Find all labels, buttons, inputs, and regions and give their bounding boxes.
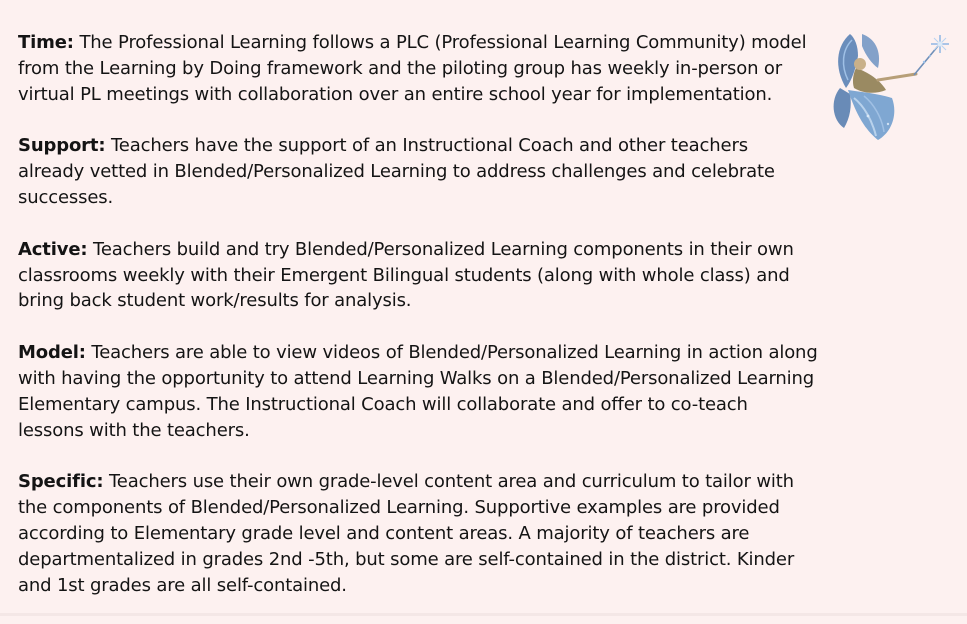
paragraph-text: Teachers build and try Blended/Personalized Learning components in their own classrooms weekly with their Emergent Bilingual students (along with whole class) and bring back student work/results for analysis. [18, 238, 794, 312]
paragraph-support [18, 133, 818, 210]
paragraph-label: Model: [18, 342, 86, 364]
paragraph-label: Active: [18, 238, 88, 260]
paragraph-label: Time: [18, 32, 74, 53]
paragraph-label: Support: [18, 135, 106, 157]
paragraph-text: Teachers use their own grade-level content area and curriculum to tailor with the components of Blended/Personalized Learning. Supportive examples are provided according to Elementary grade level and content areas. A majority of teachers are departmentalized in grades 2nd -5th, but some are self-contained in the district. Kinder and 1st grades are all self-contained. [18, 471, 795, 596]
paragraph-active [18, 237, 818, 314]
paragraph-text: Teachers are able to view videos of Blended/Personalized Learning in action along with having the opportunity to attend Learning Walks on a Blended/Personalized Learning Elementary campus. The Instructional Coach will collaborate and offer to co-teach lessons with the teachers. [18, 342, 818, 441]
paragraph-model [18, 340, 818, 443]
fairy-with-wand-icon [828, 28, 958, 148]
paragraph-text: Teachers have the support of an Instructional Coach and other teachers already vetted in Blended/Personalized Learning to address challenges and celebrate successes. [18, 135, 775, 208]
document-body [18, 30, 818, 624]
paragraph-time [18, 30, 818, 107]
paragraph-label: Specific: [18, 471, 104, 493]
paragraph-specific [18, 469, 818, 598]
paragraph-text: The Professional Learning follows a PLC (Professional Learning Community) model from the Learning by Doing framework and the piloting group has weekly in-person or virtual PL meetings with collaboration over an entire school year for implementation. [18, 32, 807, 105]
